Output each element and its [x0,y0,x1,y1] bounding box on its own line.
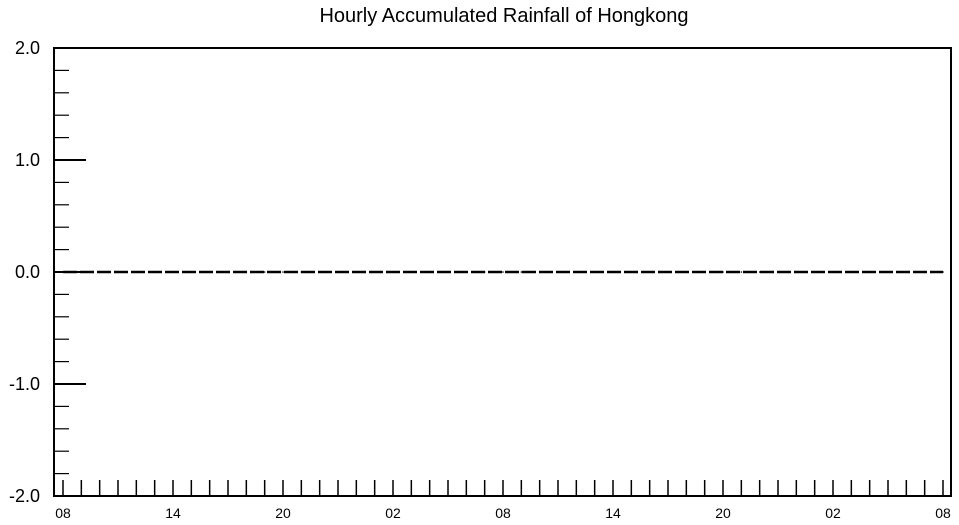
y-tick-label: 1.0 [14,150,40,170]
data-point [704,271,706,273]
data-point [649,271,651,273]
data-point [924,271,926,273]
chart-title: Hourly Accumulated Rainfall of Hongkong [319,5,689,27]
data-point [99,271,101,273]
data-point [392,271,394,273]
y-tick-label: 0.0 [14,262,40,282]
data-point [741,271,743,273]
x-tick-label: 08 [495,505,511,521]
data-point [576,271,578,273]
data-point [81,271,83,273]
x-tick-label: 20 [275,505,291,521]
y-tick-label: -1.0 [8,374,40,394]
data-point [264,271,266,273]
data-point [62,271,64,273]
y-tick-label: 2.0 [14,38,40,58]
x-axis [55,480,951,521]
data-point [557,271,559,273]
data-point [356,271,358,273]
data-point [337,271,339,273]
data-point [154,271,156,273]
data-point [942,271,944,273]
data-point [447,271,449,273]
data-point [851,271,853,273]
data-point [832,271,834,273]
data-point [502,271,504,273]
data-point [777,271,779,273]
x-tick-label: 14 [165,505,181,521]
x-tick-label: 02 [385,505,401,521]
data-point [759,271,761,273]
data-point [722,271,724,273]
x-tick-label: 14 [605,505,621,521]
data-point [887,271,889,273]
data-point [209,271,211,273]
data-point [796,271,798,273]
data-point [246,271,248,273]
data-point [117,271,119,273]
data-point [411,271,413,273]
data-point [484,271,486,273]
series-layer [62,271,944,273]
data-point [282,271,284,273]
data-point [906,271,908,273]
data-point [814,271,816,273]
data-point [227,271,229,273]
data-point [686,271,688,273]
data-point [631,271,633,273]
x-tick-label: 20 [715,505,731,521]
data-point [667,271,669,273]
data-point [191,271,193,273]
data-point [612,271,614,273]
x-tick-label: 02 [825,505,841,521]
data-point [429,271,431,273]
data-point [374,271,376,273]
data-point [466,271,468,273]
data-point [136,271,138,273]
x-tick-label: 08 [55,505,71,521]
data-point [869,271,871,273]
y-tick-label: -2.0 [8,486,40,506]
data-point [539,271,541,273]
data-point [594,271,596,273]
data-point [301,271,303,273]
data-point [521,271,523,273]
x-tick-label: 08 [935,505,951,521]
data-point [319,271,321,273]
data-point [172,271,174,273]
